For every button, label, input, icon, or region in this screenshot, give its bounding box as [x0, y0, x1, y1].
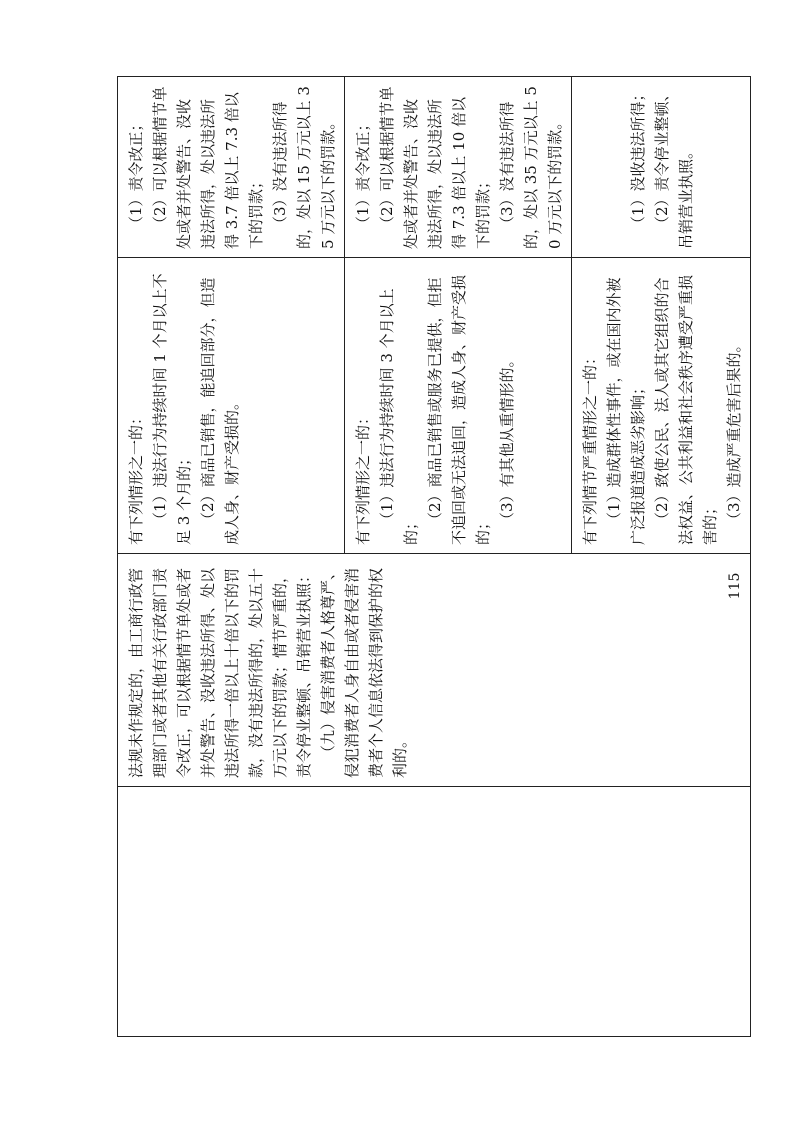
penalty-cell [118, 77, 345, 258]
circumstance-line: （3）造成严重危害后果的。 [725, 337, 743, 527]
circumstance-line: 有下列情形之一的： [354, 409, 372, 545]
penalty-line: （2）可以根据情节单处或者并处警告、没收违法所得，处以违法所得 3.7 倍以上 7.3 倍以下的罚款； [151, 86, 265, 249]
circumstance-line: （3）有其他从重情形的。 [498, 352, 516, 527]
circumstance-line: （1）造成群体性事件，或在国内外被广泛报道造成恶劣影响； [605, 277, 647, 545]
circumstance-line: 有下列情形之一的： [127, 409, 145, 545]
penalty-line: （2）可以根据情节单处或者并处警告、没收违法所得，处以违法所得 7.3 倍以上 10 倍以下的罚款； [378, 86, 492, 249]
circumstance-line: （1）违法行为持续时间 3 个月以上的； [378, 288, 420, 545]
circumstance-line: （2）商品已销售或服务已提供，但拒不追回或无法追回，造成人身、财产受损的； [426, 274, 492, 545]
blank-cell [118, 787, 751, 1037]
table-row [118, 77, 345, 1037]
circumstance-line: 有下列情节严重情形之一的： [581, 349, 599, 545]
penalty-cell [345, 77, 572, 258]
circumstance-cell [118, 258, 345, 554]
provision-cell [118, 554, 751, 787]
penalty-cell [572, 77, 751, 258]
penalty-line: （1）责令改正； [354, 116, 372, 231]
penalty-line: （1）责令改正； [127, 116, 145, 231]
circumstance-line: （1）违法行为持续时间 1 个月以上不足 3 个月的； [151, 273, 193, 545]
provision-item-9: （九）侵害消费者人格尊严、侵犯消费者人身自由或者侵害消费者个人信息依法得到保护的权利的。 [319, 564, 409, 778]
circumstance-cell [345, 258, 572, 554]
penalty-line: （1）没收违法所得； [629, 86, 647, 231]
penalty-line: （2）责令停业整顿、吊销营业执照。 [653, 86, 695, 249]
penalty-table [117, 76, 751, 1037]
provision-paragraph: 法规未作规定的，由工商行政管理部门或者其他有关行政部门责令改正，可以根据情节单处或者并处警告、没收违法所得、处以违法所得一倍以上十倍以下的罚款，没有违法所得的，处以五十万元以下的罚款；情节严重的，责令停业整顿、吊销营业执照： [127, 567, 313, 778]
circumstance-cell [572, 258, 751, 554]
penalty-line: （3）没有违法所得的，处以 35 万元以上 50 万元以下的罚款。 [498, 86, 564, 249]
circumstance-line: （2）商品已销售，能追回部分，但造成人身、财产受损的。 [199, 277, 241, 545]
penalty-line: （3）没有违法所得的，处以 15 万元以上 35 万元以下的罚款。 [271, 86, 337, 249]
circumstance-line: （2）致使公民、法人或其它组织的合法权益、公共利益和社会秩序遭受严重损害的； [653, 274, 719, 545]
page-number: 115 [727, 572, 743, 600]
